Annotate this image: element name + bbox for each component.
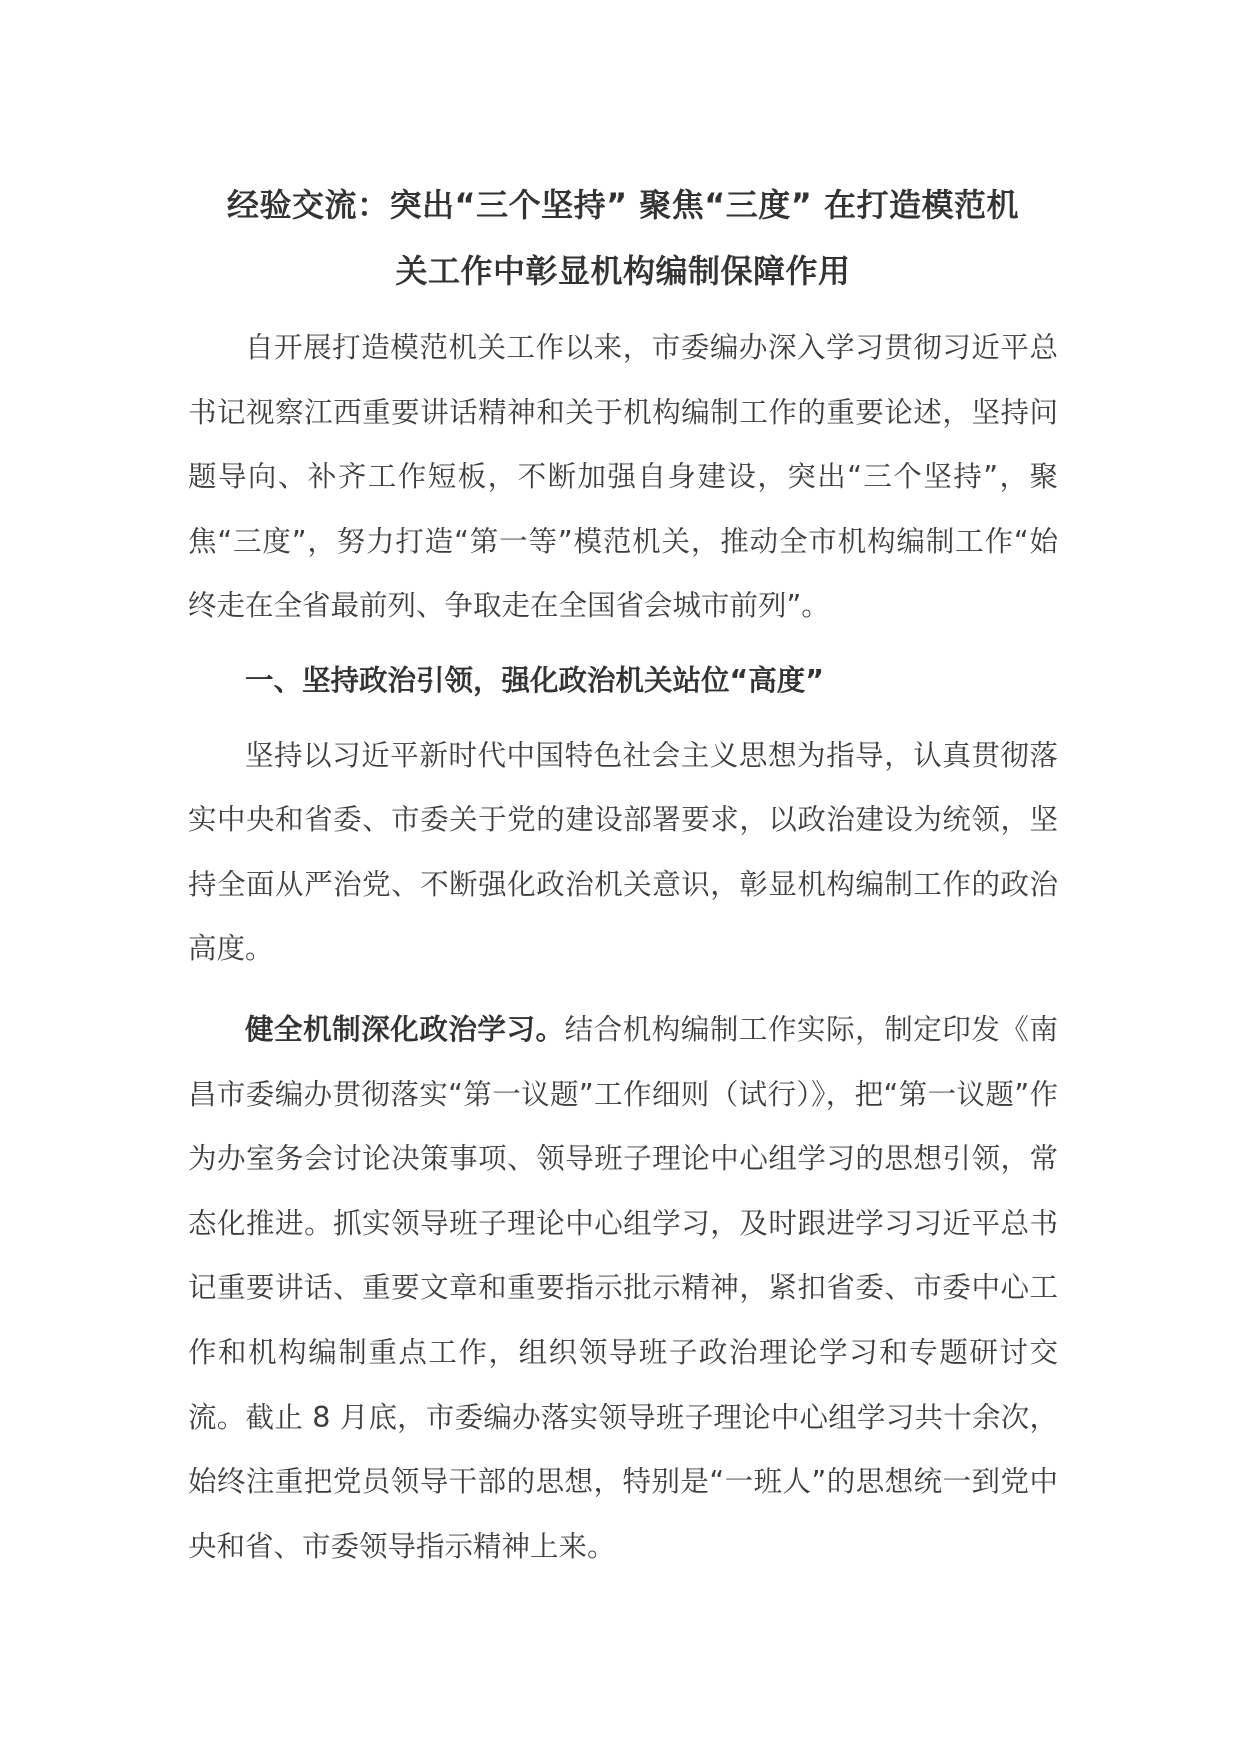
subsection-lead: 健全机制深化政治学习。: [245, 1012, 565, 1046]
section-1-heading: 一、坚持政治引领，强化政治机关站位“高度”: [245, 663, 824, 697]
section-1-subsection-paragraph: [188, 998, 1058, 1579]
document-title: [188, 172, 1058, 304]
subsection-body: 结合机构编制工作实际，制定印发《南昌市委编办贯彻落实“第一议题”工作细则（试行）》，把“第一议题”作为办室务会讨论决策事项、领导班子理论中心组学习的思想引领，常态化推进。抓实领导班子理论中心组学习，及时跟进学习习近平总书记重要讲话、重要文章和重要指示批示精神，紧扣省委、市委中心工作和机构编制重点工作，组织领导班子政治理论学习和专题研讨交流。截止 8 月底，市委编办落实领导班子理论中心组学习共十余次，始终注重把党员领导干部的思想，特别是“一班人”的思想统一到党中央和省、市委领导指示精神上来。: [188, 1012, 1058, 1563]
title-line-1: 经验交流：突出“三个坚持” 聚焦“三度” 在打造模范机: [227, 186, 1019, 224]
title-line-2: 关工作中彰显机构编制保障作用: [395, 252, 851, 290]
section-1-paragraph: 坚持以习近平新时代中国特色社会主义思想为指导，认真贯彻落实中央和省委、市委关于党的建设部署要求，以政治建设为统领，坚持全面从严治党、不断强化政治机关意识，彰显机构编制工作的政治高度。: [188, 738, 1058, 966]
document-body: [188, 172, 1058, 1579]
intro-paragraph: 自开展打造模范机关工作以来，市委编办深入学习贯彻习近平总书记视察江西重要讲话精神和关于机构编制工作的重要论述，坚持问题导向、补齐工作短板，不断加强自身建设，突出“三个坚持”，聚焦“三度”，努力打造“第一等”模范机关，推动全市机构编制工作“始终走在全省最前列、争取走在全国省会城市前列”。: [188, 331, 1058, 623]
